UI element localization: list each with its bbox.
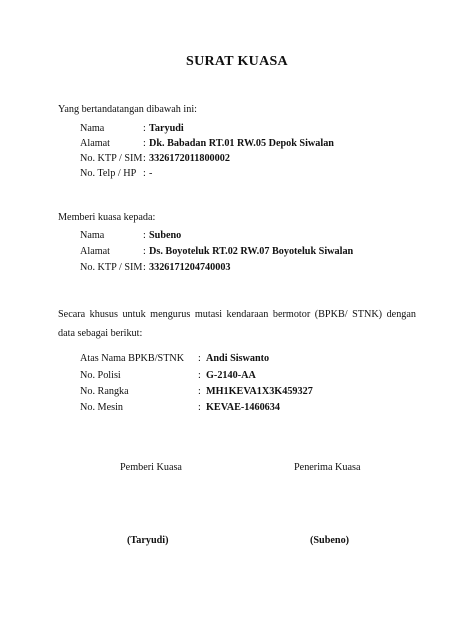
field-value: G-2140-AA <box>206 370 256 381</box>
field-label: Alamat <box>80 246 110 257</box>
field-colon: : <box>143 262 146 273</box>
field-colon: : <box>143 153 146 164</box>
grantor-signature-name: (Taryudi) <box>127 535 169 546</box>
grantor-signature-label: Pemberi Kuasa <box>120 462 182 473</box>
field-label: Nama <box>80 123 105 134</box>
grantee-signature-label: Penerima Kuasa <box>294 462 361 473</box>
field-colon: : <box>143 123 146 134</box>
field-value: 3326171204740003 <box>149 262 231 273</box>
field-label: No. Polisi <box>80 370 121 381</box>
grantor-intro: Yang bertandatangan dibawah ini: <box>58 104 198 115</box>
document-title: SURAT KUASA <box>186 54 288 69</box>
grantee-intro: Memberi kuasa kepada: <box>58 212 156 223</box>
field-value: KEVAE-1460634 <box>206 402 280 413</box>
field-colon: : <box>143 138 146 149</box>
field-value: 3326172011800002 <box>149 153 230 164</box>
field-label: Nama <box>80 230 105 241</box>
purpose-paragraph: Secara khusus untuk mengurus mutasi kendaraan bermotor (BPKB/ STNK) dengan data sebagai berikut: <box>58 309 416 339</box>
field-label: No. Mesin <box>80 402 124 413</box>
field-label: Alamat <box>80 138 110 149</box>
field-label: No. KTP / SIM <box>80 262 143 273</box>
field-colon: : <box>198 386 201 397</box>
grantee-signature-name: (Subeno) <box>310 535 350 546</box>
field-label: Atas Nama BPKB/STNK <box>80 353 185 364</box>
field-label: No. KTP / SIM <box>80 153 143 164</box>
field-value: MH1KEVA1X3K459327 <box>206 386 313 397</box>
field-value: Andi Siswanto <box>206 353 270 364</box>
field-colon: : <box>198 402 201 413</box>
field-value: Subeno <box>149 230 182 241</box>
field-colon: : <box>143 246 146 257</box>
field-value: Ds. Boyoteluk RT.02 RW.07 Boyoteluk Siwalan <box>149 246 354 257</box>
field-colon: : <box>143 168 146 179</box>
field-value: Dk. Babadan RT.01 RW.05 Depok Siwalan <box>149 138 334 149</box>
field-value: Taryudi <box>149 123 184 134</box>
field-colon: : <box>198 370 201 381</box>
field-label: No. Telp / HP <box>80 168 137 179</box>
field-label: No. Rangka <box>80 386 129 397</box>
field-colon: : <box>198 353 201 364</box>
field-colon: : <box>143 230 146 241</box>
field-value: - <box>149 168 153 179</box>
